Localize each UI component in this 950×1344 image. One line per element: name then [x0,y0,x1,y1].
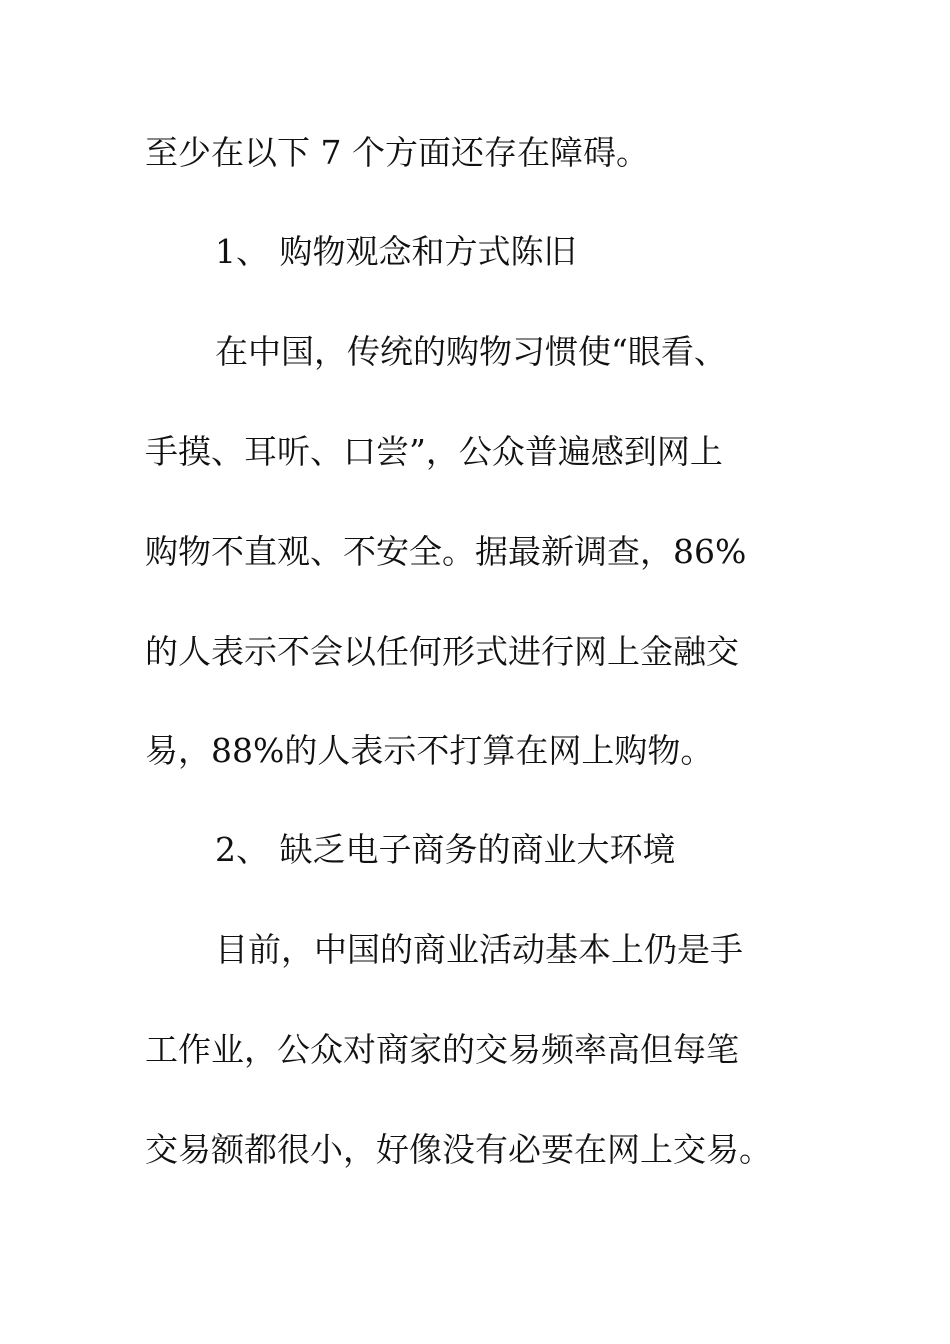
section-heading-2: 2、 缺乏电子商务的商业大环境 [215,830,676,869]
paragraph-line: 手摸、耳听、口尝”，公众普遍感到网上 [145,432,723,471]
paragraph-line: 的人表示不会以任何形式进行网上金融交 [145,632,739,671]
paragraph-line: 购物不直观、不安全。据最新调查，86% [145,532,747,571]
paragraph-line: 交易额都很小，好像没有必要在网上交易。 [145,1130,772,1169]
paragraph-line: 目前，中国的商业活动基本上仍是手 [215,930,743,969]
paragraph-line: 易，88%的人表示不打算在网上购物。 [145,731,714,770]
paragraph-line-continuation: 至少在以下 7 个方面还存在障碍。 [145,133,649,172]
section-heading-1: 1、 购物观念和方式陈旧 [215,232,577,271]
paragraph-line: 在中国，传统的购物习惯使“眼看、 [215,332,727,371]
paragraph-line: 工作业，公众对商家的交易频率高但每笔 [145,1030,739,1069]
